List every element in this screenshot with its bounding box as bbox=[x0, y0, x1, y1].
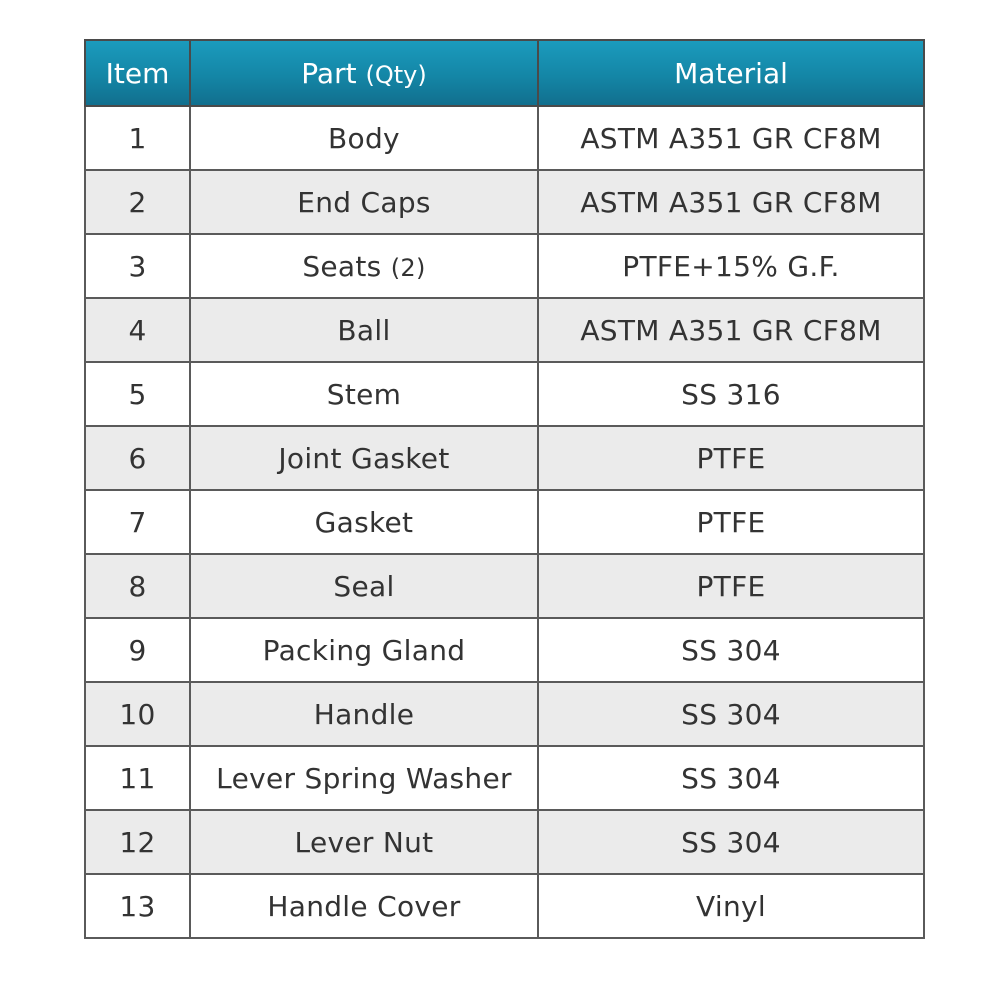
cell-material: ASTM A351 GR CF8M bbox=[538, 298, 924, 362]
cell-material: SS 304 bbox=[538, 746, 924, 810]
cell-item: 8 bbox=[85, 554, 190, 618]
cell-material: PTFE+15% G.F. bbox=[538, 234, 924, 298]
table-row bbox=[85, 490, 924, 554]
cell-part bbox=[190, 554, 538, 618]
header-part-label: Part bbox=[301, 56, 357, 90]
cell-part-label: Joint Gasket bbox=[278, 441, 450, 475]
cell-part-label: Seal bbox=[333, 569, 395, 603]
table-row bbox=[85, 170, 924, 234]
cell-item: 9 bbox=[85, 618, 190, 682]
cell-item: 11 bbox=[85, 746, 190, 810]
cell-part-label: End Caps bbox=[297, 185, 431, 219]
header-part-qty-label: (Qty) bbox=[365, 60, 427, 89]
header-item-label: Item bbox=[105, 56, 170, 90]
cell-part bbox=[190, 170, 538, 234]
cell-part bbox=[190, 874, 538, 938]
cell-part-label: Seats bbox=[302, 249, 382, 283]
cell-part-label: Ball bbox=[337, 313, 391, 347]
cell-part-label: Stem bbox=[326, 377, 402, 411]
header-material-label: Material bbox=[674, 56, 788, 90]
table-row bbox=[85, 298, 924, 362]
cell-part-label: Gasket bbox=[314, 505, 414, 539]
cell-part bbox=[190, 234, 538, 298]
cell-material: PTFE bbox=[538, 426, 924, 490]
cell-part bbox=[190, 106, 538, 170]
cell-item: 10 bbox=[85, 682, 190, 746]
cell-material: ASTM A351 GR CF8M bbox=[538, 106, 924, 170]
cell-part bbox=[190, 426, 538, 490]
table-row bbox=[85, 746, 924, 810]
cell-item: 2 bbox=[85, 170, 190, 234]
table-body bbox=[85, 106, 924, 938]
cell-item: 3 bbox=[85, 234, 190, 298]
cell-part bbox=[190, 618, 538, 682]
cell-item: 5 bbox=[85, 362, 190, 426]
cell-part-label: Lever Spring Washer bbox=[216, 761, 512, 795]
cell-part bbox=[190, 298, 538, 362]
cell-material: SS 304 bbox=[538, 682, 924, 746]
cell-part bbox=[190, 810, 538, 874]
cell-material: PTFE bbox=[538, 554, 924, 618]
cell-material: ASTM A351 GR CF8M bbox=[538, 170, 924, 234]
cell-material: SS 316 bbox=[538, 362, 924, 426]
cell-part-qty: (2) bbox=[390, 253, 426, 282]
table-row bbox=[85, 618, 924, 682]
cell-part bbox=[190, 746, 538, 810]
cell-material: Vinyl bbox=[538, 874, 924, 938]
parts-material-table bbox=[84, 39, 925, 939]
cell-material: PTFE bbox=[538, 490, 924, 554]
cell-item: 13 bbox=[85, 874, 190, 938]
header-material bbox=[538, 40, 924, 106]
cell-material: SS 304 bbox=[538, 810, 924, 874]
cell-item: 6 bbox=[85, 426, 190, 490]
header-part bbox=[190, 40, 538, 106]
cell-part-label: Handle Cover bbox=[267, 889, 461, 923]
cell-part-label: Lever Nut bbox=[294, 825, 434, 859]
table-row bbox=[85, 426, 924, 490]
cell-material: SS 304 bbox=[538, 618, 924, 682]
cell-item: 7 bbox=[85, 490, 190, 554]
table-row bbox=[85, 554, 924, 618]
cell-part bbox=[190, 362, 538, 426]
table-row bbox=[85, 234, 924, 298]
cell-part-label: Body bbox=[328, 121, 400, 155]
cell-part-label: Handle bbox=[313, 697, 415, 731]
cell-item: 12 bbox=[85, 810, 190, 874]
cell-part bbox=[190, 682, 538, 746]
cell-part bbox=[190, 490, 538, 554]
table-row bbox=[85, 810, 924, 874]
table-header-row bbox=[85, 40, 924, 106]
cell-item: 1 bbox=[85, 106, 190, 170]
table-row bbox=[85, 106, 924, 170]
cell-part-label: Packing Gland bbox=[262, 633, 466, 667]
header-item bbox=[85, 40, 190, 106]
table-row bbox=[85, 362, 924, 426]
cell-item: 4 bbox=[85, 298, 190, 362]
table-row bbox=[85, 682, 924, 746]
table-row bbox=[85, 874, 924, 938]
